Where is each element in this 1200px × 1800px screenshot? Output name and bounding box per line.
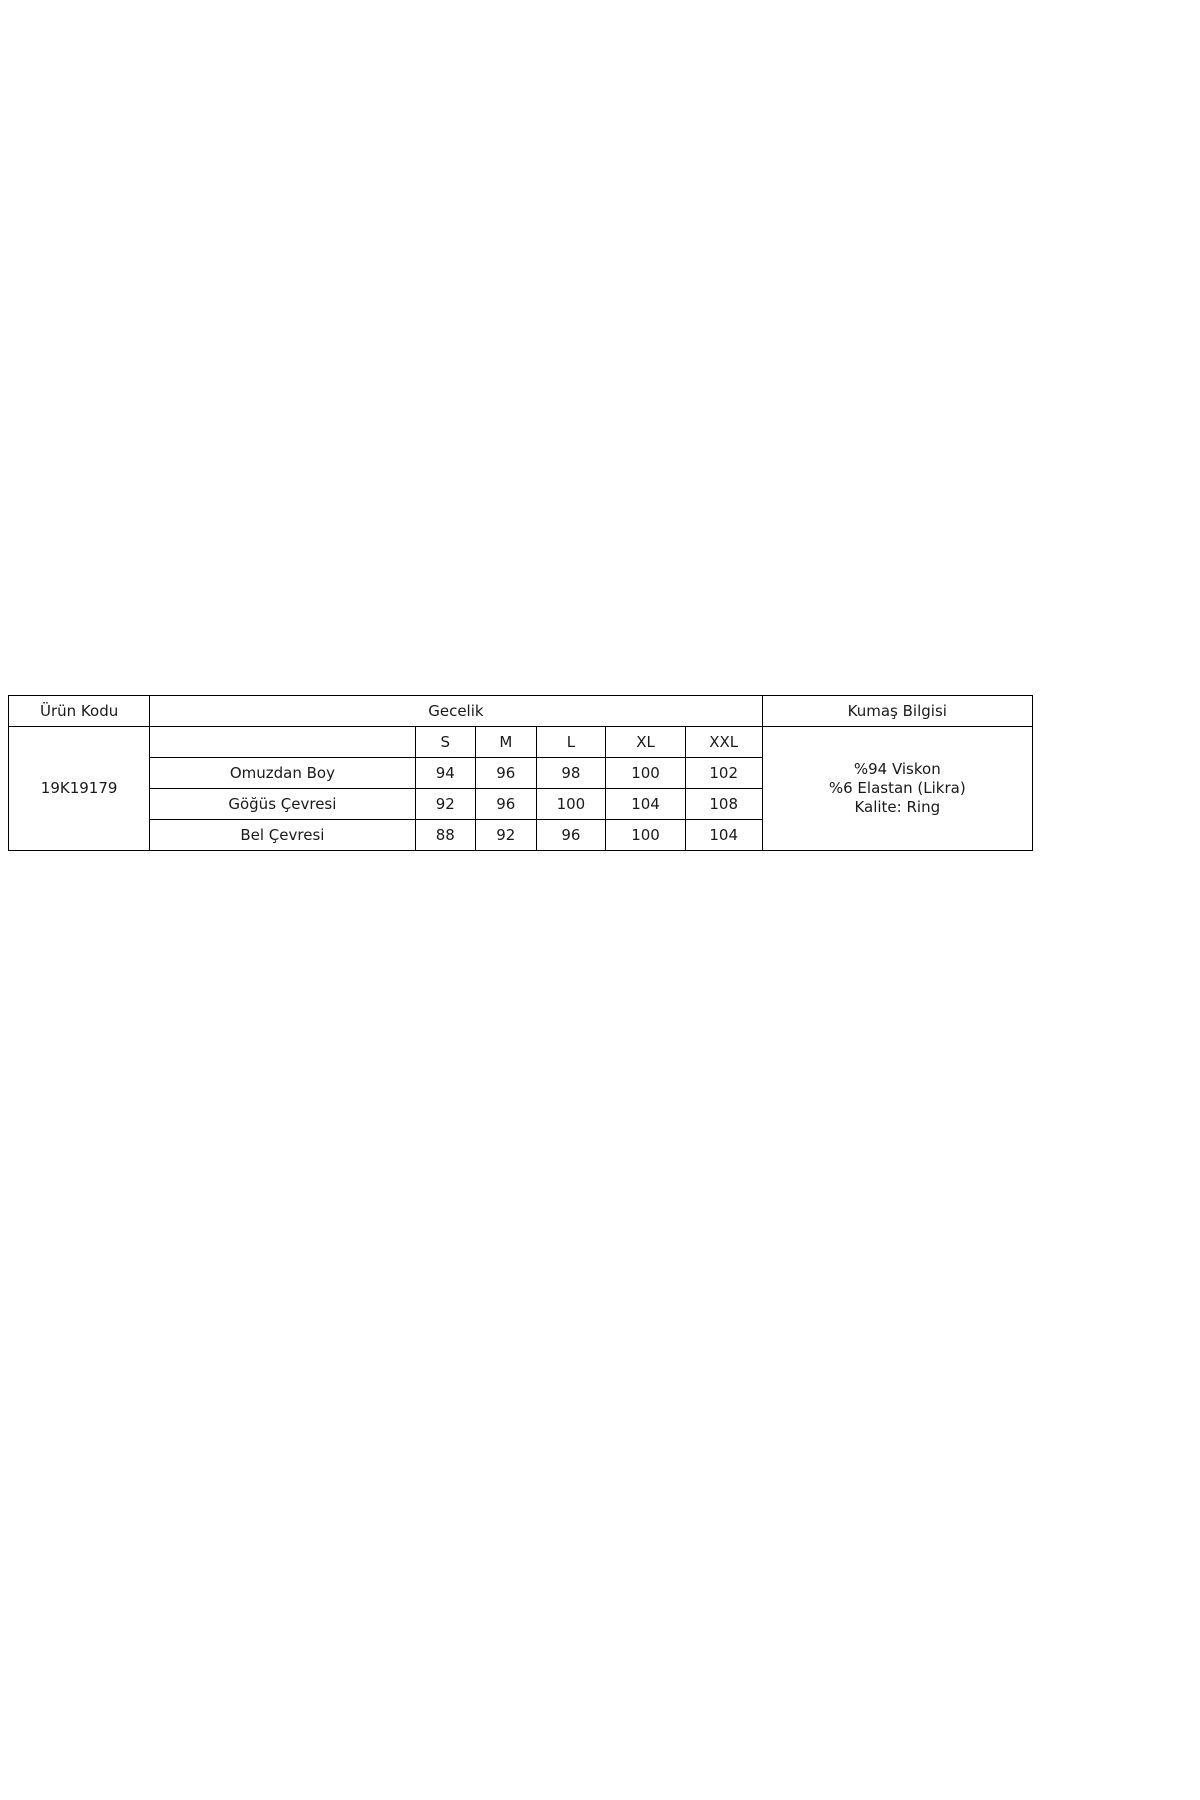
size-column-s: S — [415, 727, 476, 758]
size-column-l: L — [536, 727, 606, 758]
table-size-row — [9, 727, 1033, 758]
measure-label-2: Bel Çevresi — [150, 820, 415, 851]
fabric-line-2: %6 Elastan (Likra) — [828, 779, 966, 798]
header-product-code: Ürün Kodu — [9, 696, 150, 727]
measure-0-xl: 100 — [606, 758, 686, 789]
size-chart-table-wrapper — [8, 695, 1033, 851]
fabric-line-3: Kalite: Ring — [854, 797, 941, 816]
header-fabric-info: Kumaş Bilgisi — [762, 696, 1032, 727]
measure-2-m: 92 — [476, 820, 537, 851]
measure-0-s: 94 — [415, 758, 476, 789]
measure-1-xl: 104 — [606, 789, 686, 820]
measure-label-0: Omuzdan Boy — [150, 758, 415, 789]
size-column-xl: XL — [606, 727, 686, 758]
cell-fabric-info — [762, 727, 1032, 851]
measure-0-xxl: 102 — [685, 758, 762, 789]
measure-label-1: Göğüs Çevresi — [150, 789, 415, 820]
measure-1-s: 92 — [415, 789, 476, 820]
measure-1-l: 100 — [536, 789, 606, 820]
measure-0-l: 98 — [536, 758, 606, 789]
measure-1-xxl: 108 — [685, 789, 762, 820]
measure-0-m: 96 — [476, 758, 537, 789]
size-column-xxl: XXL — [685, 727, 762, 758]
size-chart-table — [8, 695, 1033, 851]
size-column-m: M — [476, 727, 537, 758]
cell-measure-blank — [150, 727, 415, 758]
cell-product-code-value: 19K19179 — [9, 727, 150, 851]
measure-1-m: 96 — [476, 789, 537, 820]
measure-2-l: 96 — [536, 820, 606, 851]
measure-2-xl: 100 — [606, 820, 686, 851]
header-product-name: Gecelik — [150, 696, 762, 727]
fabric-line-1: %94 Viskon — [853, 760, 941, 779]
table-header-row — [9, 696, 1033, 727]
measure-2-s: 88 — [415, 820, 476, 851]
measure-2-xxl: 104 — [685, 820, 762, 851]
